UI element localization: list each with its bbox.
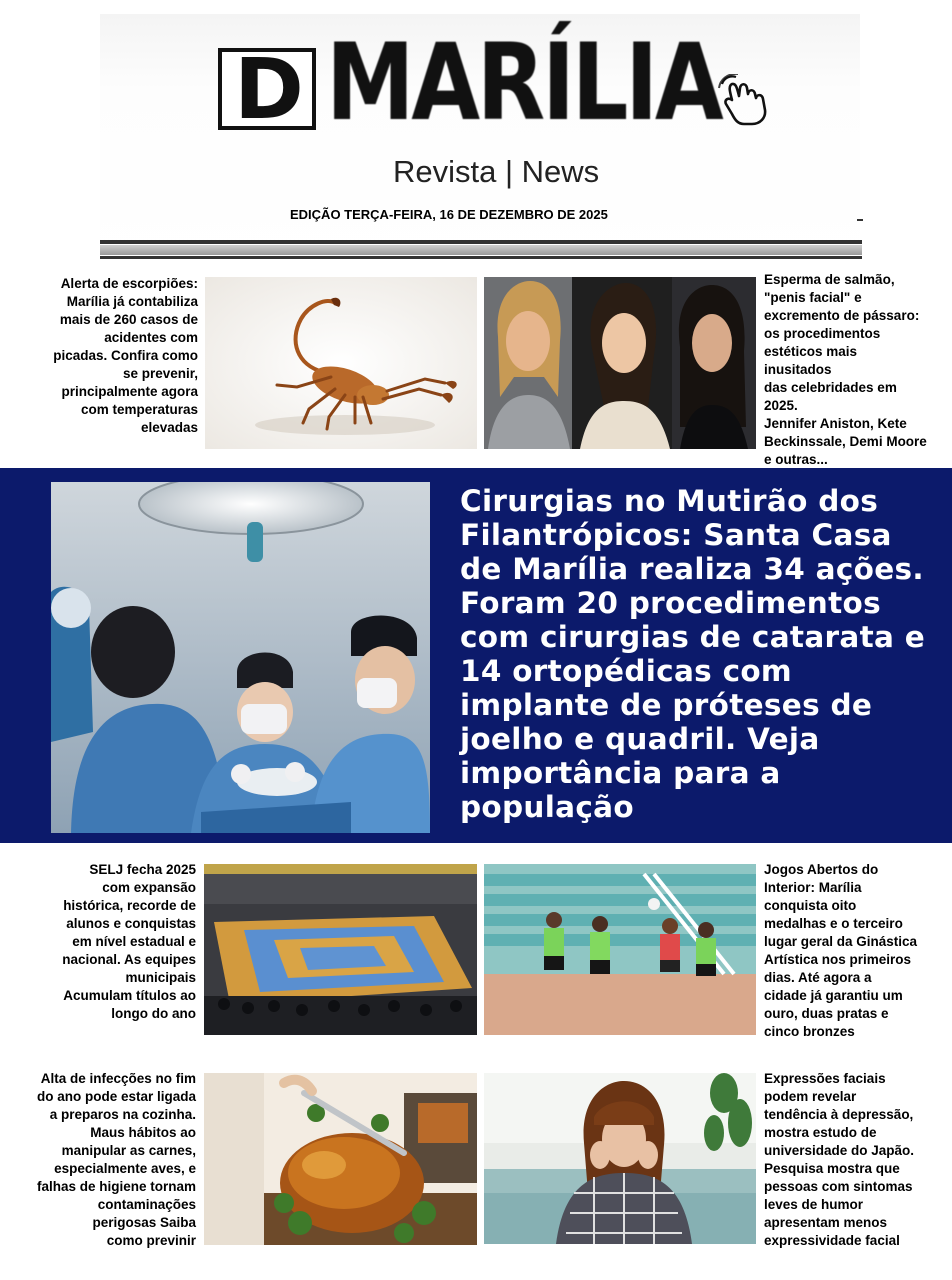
divider [100, 240, 862, 244]
handball-photo[interactable] [484, 864, 756, 1035]
surgery-photo[interactable] [51, 482, 430, 833]
gym-photo[interactable] [204, 864, 477, 1035]
story-expressoes-caption[interactable]: Expressões faciais podem revelar tendência à depressão, mostra estudo de universidade do Japão. Pesquisa mostra que pessoas com sintomas leves de humor apresentam menos expressividade facial [764, 1071, 915, 1248]
story-celebrities-caption[interactable]: Esperma de salmão, "penis facial" e excremento de pássaro: os procedimentos estéticos mais inusitados das celebridades em 2025. Jennifer Aniston, Kete Beckinssale, Demi Moore e outras... [764, 272, 927, 467]
logo-wordmark[interactable]: MARÍLIA [326, 21, 721, 144]
logo-letter[interactable]: D [218, 48, 316, 130]
roast-chicken-photo[interactable] [204, 1073, 477, 1245]
story-jogos-caption[interactable]: Jogos Abertos do Interior: Marília conquista oito medalhas e o terceiro lugar geral da Ginástica Artística nos primeiros dias. Até agora a cidade já garantiu um ouro, duas pratas e cinco bronzes [764, 862, 918, 1039]
divider-mark [857, 219, 863, 221]
scorpion-photo[interactable] [205, 277, 477, 449]
edition-date: EDIÇÃO TERÇA-FEIRA, 16 DE DEZEMBRO DE 2025 [290, 207, 608, 222]
celebrities-photo[interactable] [484, 277, 756, 449]
logo-subtitle: Revista | News [393, 154, 600, 189]
story-selj-caption[interactable]: SELJ fecha 2025 com expansão histórica, recorde de alunos e conquistas em nível estadual e nacional. As equipes municipais Acumulam títulos ao longo do ano [62, 862, 196, 1021]
hand-pointer-icon[interactable] [718, 74, 780, 128]
divider [100, 256, 862, 259]
divider [100, 245, 862, 255]
sad-woman-photo[interactable] [484, 1073, 756, 1244]
hero-headline[interactable]: Cirurgias no Mutirão dos Filantrópicos: Santa Casa de Marília realiza 34 ações. Foram 20 procedimentos com cirurgias de catarata e 14 ortopédicas com implante de próteses de joelho e quadril. Veja importância para a população [460, 484, 926, 824]
story-infeccoes-caption[interactable]: Alta de infecções no fim do ano pode estar ligada a preparos na cozinha. Maus hábitos ao manipular as carnes, especialmente aves, e falhas de higiene tornam contaminações perigosas Saiba como previnir [36, 1071, 196, 1248]
story-scorpions-caption[interactable]: Alerta de escorpiões: Marília já contabiliza mais de 260 casos de acidentes com picadas. Confira como se prevenir, principalmente agora com temperaturas elevadas [53, 276, 198, 435]
